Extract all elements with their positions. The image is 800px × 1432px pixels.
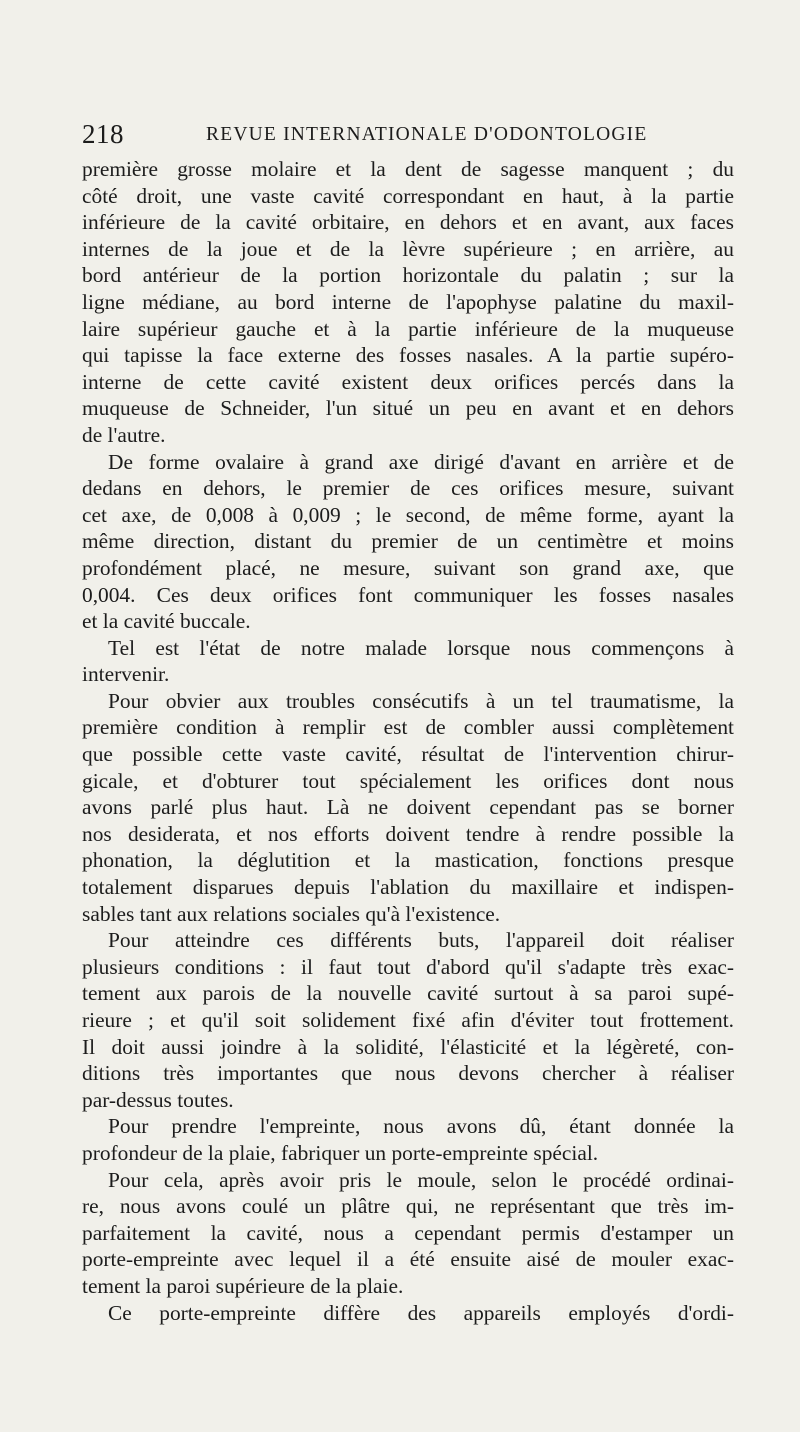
text-line: phonation, la déglutition et la mastication, fonctions presque (82, 848, 734, 873)
text-line: muqueuse de Schneider, l'un situé un peu en avant et en dehors (82, 396, 734, 421)
text-line: ligne médiane, au bord interne de l'apophyse palatine du maxil- (82, 289, 734, 314)
text-line: de l'autre. (82, 422, 166, 447)
text-line: première condition à remplir est de combler aussi complètement (82, 715, 734, 740)
text-line: totalement disparues depuis l'ablation du maxillaire et indispen- (82, 875, 734, 900)
text-line: interne de cette cavité existent deux orifices percés dans la (82, 369, 734, 394)
text-line: tement la paroi supérieure de la plaie. (82, 1273, 404, 1298)
paragraph (82, 635, 734, 688)
text-line: cet axe, de 0,008 à 0,009 ; le second, de même forme, ayant la (82, 502, 734, 527)
text-line: dedans en dehors, le premier de ces orifices mesure, suivant (82, 476, 734, 501)
text-line: tement aux parois de la nouvelle cavité surtout à sa paroi supé- (82, 981, 734, 1006)
text-line: par-dessus toutes. (82, 1087, 234, 1112)
text-line: qui tapisse la face externe des fosses nasales. A la partie supéro- (82, 343, 734, 368)
text-line: Pour prendre l'empreinte, nous avons dû, étant donnée la (108, 1114, 734, 1139)
page-header (82, 118, 734, 150)
paragraph (82, 1167, 734, 1300)
text-line: Il doit aussi joindre à la solidité, l'élasticité et la légèreté, con- (82, 1034, 734, 1059)
paragraph (82, 156, 734, 449)
text-line: inférieure de la cavité orbitaire, en dehors et en avant, aux faces (82, 210, 734, 235)
text-line: rieure ; et qu'il soit solidement fixé afin d'éviter tout frottement. (82, 1008, 734, 1032)
paragraph (82, 1300, 734, 1327)
text-line: première grosse molaire et la dent de sagesse manquent ; du (82, 157, 734, 181)
text-line: intervenir. (82, 662, 170, 687)
text-line: plusieurs conditions : il faut tout d'abord qu'il s'adapte très exac- (82, 954, 734, 979)
text-line: parfaitement la cavité, nous a cependant permis d'estamper un (82, 1220, 734, 1245)
paragraph (82, 1113, 734, 1166)
text-line: profondément placé, ne mesure, suivant son grand axe, que (82, 555, 734, 580)
body-text (82, 156, 734, 1326)
text-line: et la cavité buccale. (82, 609, 251, 634)
text-line: profondeur de la plaie, fabriquer un porte-empreinte spécial. (82, 1140, 599, 1165)
text-line: internes de la joue et de la lèvre supérieure ; en arrière, au (82, 236, 734, 261)
text-line: côté droit, une vaste cavité correspondant en haut, à la partie (82, 183, 734, 208)
text-line: Pour atteindre ces différents buts, l'appareil doit réaliser (108, 928, 734, 953)
text-line: 0,004. Ces deux orifices font communiquer les fosses nasales (82, 582, 734, 607)
text-line: porte-empreinte avec lequel il a été ensuite aisé de mouler exac- (82, 1247, 734, 1272)
text-line: re, nous avons coulé un plâtre qui, ne représentant que très im- (82, 1194, 734, 1219)
text-line: sables tant aux relations sociales qu'à l'existence. (82, 901, 501, 926)
text-line: Pour cela, après avoir pris le moule, selon le procédé ordinai- (108, 1167, 734, 1192)
text-line: De forme ovalaire à grand axe dirigé d'avant en arrière et de (108, 449, 734, 474)
page-number: 218 (82, 119, 124, 149)
text-line: nos desiderata, et nos efforts doivent tendre à rendre possible la (82, 821, 734, 846)
text-line: que possible cette vaste cavité, résultat de l'intervention chirur- (82, 742, 734, 767)
paragraph (82, 688, 734, 927)
paragraph (82, 927, 734, 1113)
text-line: Pour obvier aux troubles consécutifs à un tel traumatisme, la (108, 688, 734, 713)
text-line: laire supérieur gauche et à la partie inférieure de la muqueuse (82, 316, 734, 341)
text-line: bord antérieur de la portion horizontale du palatin ; sur la (82, 263, 734, 288)
text-line: avons parlé plus haut. Là ne doivent cependant pas se borner (82, 795, 734, 820)
text-line: gicale, et d'obturer tout spécialement les orifices dont nous (82, 768, 734, 793)
paragraph (82, 449, 734, 635)
text-line: ditions très importantes que nous devons chercher à réaliser (82, 1061, 734, 1086)
running-title: REVUE INTERNATIONALE D'ODONTOLOGIE (206, 124, 648, 145)
text-line: Tel est l'état de notre malade lorsque nous commençons à (108, 635, 734, 660)
text-line: Ce porte-empreinte diffère des appareils employés d'ordi- (108, 1300, 734, 1325)
text-line: même direction, distant du premier de un centimètre et moins (82, 529, 734, 554)
